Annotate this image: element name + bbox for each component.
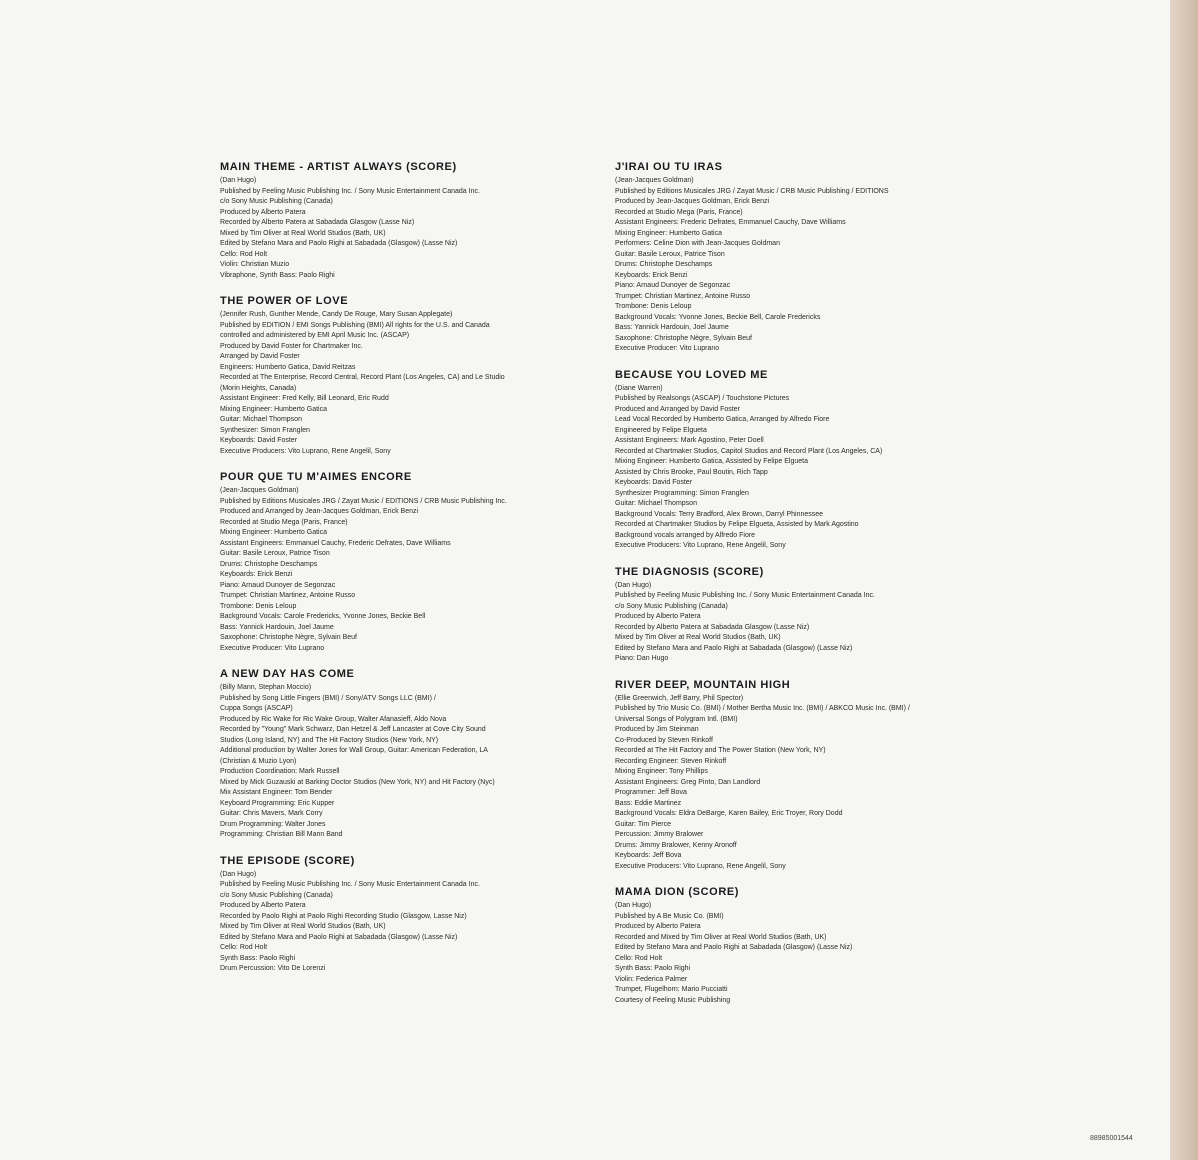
credit-line: Published by Feeling Music Publishing Inc. / Sony Music Entertainment Canada Inc.	[220, 187, 480, 195]
credit-line: Keyboards: Erick Benzi	[615, 271, 688, 279]
credit-line: Additional production by Walter Jones for Wall Group, Guitar: American Federation, LA	[220, 747, 488, 754]
credit-line: Guitar: Basile Leroux, Patrice Tison	[615, 250, 725, 258]
credit-line: Edited by Stefano Mara and Paolo Righi at Sabadada (Glasgow) (Lasse Niz)	[615, 944, 853, 951]
left-column	[220, 161, 590, 989]
credit-line: Recorded at The Hit Factory and The Power Station (New York, NY)	[615, 747, 826, 754]
credit-line: Cello: Rod Holt	[220, 250, 268, 258]
credit-line: Bass: Eddie Martinez	[615, 799, 682, 807]
credit-line: Drum Percussion: Vito De Lorenzi	[220, 965, 326, 972]
credit-line: Piano: Arnaud Dunoyer de Segonzac	[220, 581, 336, 589]
credit-line: Synth Bass: Paolo Righi	[220, 954, 296, 962]
credit-line: (Billy Mann, Stephan Moccio)	[220, 684, 312, 691]
credit-line: Produced by Jean-Jacques Goldman, Erick Benzi	[615, 198, 770, 205]
credit-line: Edited by Stefano Mara and Paolo Righi at Sabadada (Glasgow) (Lasse Niz)	[615, 644, 853, 652]
credit-line: Mixing Engineer: Humberto Gatica	[220, 405, 327, 413]
song-title: A NEW DAY HAS COME	[220, 668, 355, 680]
credit-line: Assistant Engineers: Frederic Defrates, Emmanuel Cauchy, Dave Williams	[615, 219, 846, 226]
credit-line: Engineers: Humberto Gatica, David Reitzas	[220, 363, 356, 371]
credit-line: Engineered by Felipe Elgueta	[615, 426, 707, 434]
credit-line: Recorded by "Young" Mark Schwarz, Dan Hetzel & Jeff Lancaster at Cove City Sound	[220, 726, 486, 733]
credit-line: Assistant Engineers: Greg Pinto, Dan Landlord	[615, 778, 761, 786]
credit-line: Produced by David Foster for Chartmaker Inc.	[220, 342, 363, 350]
credit-line: Published by Realsongs (ASCAP) / Touchstone Pictures	[615, 395, 790, 402]
credit-line: Piano: Arnaud Dunoyer de Segonzac	[615, 282, 731, 289]
credit-line: Violin: Christian Muzio	[220, 261, 290, 268]
credit-line: Produced by Alberto Patera	[220, 208, 306, 216]
credit-line: Assistant Engineer: Fred Kelly, Bill Leonard, Eric Rudd	[220, 395, 389, 402]
credit-line: Published by Song Little Fingers (BMI) / Sony/ATV Songs LLC (BMI) /	[220, 694, 436, 702]
credit-line: Saxophone: Christophe Nègre, Sylvain Beuf	[615, 334, 752, 342]
credit-line: Published by Editions Musicales JRG / Zayat Music / CRB Music Publishing / EDITIONS	[615, 187, 889, 195]
song-credit-block	[615, 369, 985, 552]
credit-line: Keyboards: David Foster	[220, 437, 298, 444]
credit-line: Drum Programming: Walter Jones	[220, 820, 326, 828]
credit-line: (Ellie Greenwich, Jeff Barry, Phil Spector)	[615, 694, 744, 702]
credit-line: Produced and Arranged by David Foster	[615, 405, 740, 413]
credit-line: c/o Sony Music Publishing (Canada)	[220, 198, 333, 205]
credit-line: Mixed by Tim Oliver at Real World Studios (Bath, UK)	[220, 923, 386, 930]
catalog-code: 88985001544	[1090, 1135, 1133, 1142]
credit-line: Mixing Engineer: Tony Phillips	[615, 768, 708, 775]
credit-line: Mix Assistant Engineer: Tom Bender	[220, 789, 333, 796]
credit-line: Executive Producer: Vito Luprano	[220, 644, 325, 652]
credit-line: Guitar: Michael Thompson	[220, 416, 302, 423]
song-credit-block	[220, 855, 590, 975]
credit-line: Programming: Christian Bill Mann Band	[220, 831, 343, 838]
credit-line: Synth Bass: Paolo Righi	[615, 965, 691, 972]
credit-line: Recorded by Alberto Patera at Sabadada Glasgow (Lasse Niz)	[220, 219, 415, 226]
credit-line: Keyboards: David Foster	[615, 479, 693, 486]
credit-line: (Jean-Jacques Goldman)	[220, 487, 299, 494]
credit-line: (Dan Hugo)	[615, 902, 652, 909]
credit-line: Courtesy of Feeling Music Publishing	[615, 996, 731, 1004]
credit-line: Edited by Stefano Mara and Paolo Righi at Sabadada (Glasgow) (Lasse Niz)	[220, 933, 458, 941]
song-credit-block	[615, 566, 985, 665]
credit-line: c/o Sony Music Publishing (Canada)	[615, 602, 728, 610]
credit-line: Published by Feeling Music Publishing Inc. / Sony Music Entertainment Canada Inc.	[615, 592, 875, 599]
credit-line: (Christian & Muzio Lyon)	[220, 757, 297, 765]
credit-line: controlled and administered by EMI April Music Inc. (ASCAP)	[220, 332, 410, 339]
sleeve-edge	[1170, 0, 1198, 1160]
song-credit-block	[220, 471, 590, 654]
credit-line: Recorded by Paolo Righi at Paolo Righi Recording Studio (Glasgow, Lasse Niz)	[220, 912, 467, 920]
credit-line: Guitar: Tim Pierce	[615, 820, 672, 828]
credit-line: Published by A Be Music Co. (BMI)	[615, 912, 724, 920]
credit-line: Recorded at The Enterprise, Record Central, Record Plant (Los Angeles, CA) and Le Studio	[220, 374, 505, 381]
credit-line: Assistant Engineers: Emmanuel Cauchy, Frederic Defrates, Dave Williams	[220, 539, 451, 547]
credit-line: Studios (Long Island, NY) and The Hit Factory Studios (New York, NY)	[220, 736, 439, 744]
credit-line: Lead Vocal Recorded by Humberto Gatica, Arranged by Alfredo Fiore	[615, 416, 830, 423]
credit-line: Mixing Engineer: Humberto Gatica	[615, 229, 722, 237]
song-title: RIVER DEEP, MOUNTAIN HIGH	[615, 678, 791, 691]
song-title: MAMA DION (SCORE)	[615, 886, 740, 898]
credit-line: Produced by Ric Wake for Ric Wake Group, Walter Afanasieff, Aldo Nova	[220, 715, 447, 723]
song-credit-block	[220, 161, 590, 281]
credit-line: Produced by Jim Steinman	[615, 726, 699, 733]
credit-line: (Dan Hugo)	[220, 870, 257, 878]
credit-line: Recorded at Chartmaker Studios, Capitol Studios and Record Plant (Los Angeles, CA)	[615, 447, 883, 455]
credit-line: Drums: Christophe Deschamps	[615, 261, 713, 268]
credit-line: Produced by Alberto Patera	[615, 923, 701, 930]
credit-line: Arranged by David Foster	[220, 353, 300, 360]
credit-line: Trumpet: Christian Martinez, Antoine Russo	[220, 592, 356, 599]
song-credit-block	[220, 295, 590, 457]
credit-line: Produced by Alberto Patera	[615, 613, 701, 620]
credit-line: Drums: Jimmy Bralower, Kenny Aronoff	[615, 841, 737, 849]
credit-line: Published by Trio Music Co. (BMI) / Mother Bertha Music Inc. (BMI) / ABKCO Music Inc. (BMI) /	[615, 705, 910, 712]
credit-line: Guitar: Basile Leroux, Patrice Tison	[220, 550, 330, 557]
credit-line: Guitar: Chris Mavers, Mark Corry	[220, 810, 323, 817]
credit-line: Saxophone: Christophe Nègre, Sylvain Beuf	[220, 634, 357, 641]
credit-line: Trombone: Denis Leloup	[615, 303, 692, 310]
credit-line: Background Vocals: Yvonne Jones, Beckie Bell, Carole Fredericks	[615, 313, 821, 321]
credit-line: Synthesizer: Simon Franglen	[220, 426, 310, 434]
credit-line: Performers: Celine Dion with Jean-Jacques Goldman	[615, 240, 780, 247]
credit-line: (Dan Hugo)	[220, 177, 257, 184]
credit-line: Bass: Yannick Hardouin, Joel Jaume	[615, 324, 729, 331]
credit-line: Synthesizer Programming: Simon Franglen	[615, 489, 749, 497]
credit-line: Produced by Alberto Patera	[220, 902, 306, 909]
credit-line: Co-Produced by Steven Rinkoff	[615, 736, 713, 744]
credit-line: Recorded and Mixed by Tim Oliver at Real World Studios (Bath, UK)	[615, 933, 827, 941]
credit-line: Percussion: Jimmy Bralower	[615, 831, 704, 838]
credit-line: Mixing Engineer: Humberto Gatica	[220, 529, 327, 536]
credit-line: Vibraphone, Synth Bass: Paolo Righi	[220, 271, 335, 279]
song-title: J'IRAI OU TU IRAS	[615, 161, 723, 173]
credit-line: Trumpet, Flugelhorn: Mario Pucciatti	[615, 986, 728, 993]
credit-line: Executive Producers: Vito Luprano, Rene Angelil, Sony	[615, 542, 786, 549]
credit-line: Mixed by Tim Oliver at Real World Studios (Bath, UK)	[220, 229, 386, 237]
song-title: POUR QUE TU M'AIMES ENCORE	[220, 471, 412, 483]
song-credit-block	[615, 679, 985, 873]
credit-line: Drums: Christophe Deschamps	[220, 560, 318, 568]
credit-line: Recorded by Alberto Patera at Sabadada Glasgow (Lasse Niz)	[615, 623, 810, 631]
credit-line: Background Vocals: Terry Bradford, Alex Brown, Darryl Phinnessee	[615, 510, 824, 518]
credit-line: Bass: Yannick Hardouin, Joel Jaume	[220, 623, 334, 631]
song-credit-block	[615, 161, 985, 355]
credit-line: (Jennifer Rush, Gunther Mende, Candy De Rouge, Mary Susan Applegate)	[220, 311, 453, 318]
credit-line: Keyboards: Erick Benzi	[220, 571, 293, 578]
credit-line: Mixed by Mick Guzauski at Barking Doctor Studios (New York, NY) and Hit Factory (Nyc)	[220, 778, 495, 786]
credit-line: Cuppa Songs (ASCAP)	[220, 705, 293, 712]
credit-line: Executive Producer: Vito Luprano	[615, 345, 720, 352]
credit-line: Mixing Engineer: Humberto Gatica, Assisted by Felipe Elgueta	[615, 458, 808, 465]
credit-line: Recording Engineer: Steven Rinkoff	[615, 757, 727, 765]
credit-line: Assistant Engineers: Mark Agostino, Peter Doell	[615, 437, 764, 444]
credit-line: Edited by Stefano Mara and Paolo Righi at Sabadada (Glasgow) (Lasse Niz)	[220, 240, 458, 247]
credit-line: Published by EDITION / EMI Songs Publishing (BMI) All rights for the U.S. and Canada	[220, 321, 490, 329]
credit-line: Programmer: Jeff Bova	[615, 789, 687, 796]
credit-line: Background Vocals: Eldra DeBarge, Karen Bailey, Eric Troyer, Rory Dodd	[615, 810, 843, 817]
credit-line: Piano: Dan Hugo	[615, 655, 669, 662]
credit-line: (Morin Heights, Canada)	[220, 384, 297, 392]
song-credit-block	[220, 668, 590, 841]
credit-line: c/o Sony Music Publishing (Canada)	[220, 891, 333, 899]
credit-line: Assisted by Chris Brooke, Paul Boutin, Rich Tapp	[615, 468, 768, 476]
credit-line: Production Coordination: Mark Russell	[220, 768, 340, 775]
credit-line: (Dan Hugo)	[615, 581, 652, 589]
credit-line: Trumpet: Christian Martinez, Antoine Russo	[615, 292, 751, 300]
credit-line: Keyboard Programming: Eric Kupper	[220, 799, 335, 807]
credit-line: Guitar: Michael Thompson	[615, 500, 697, 507]
credit-line: Violin: Federica Palmer	[615, 975, 688, 983]
credit-line: Published by Feeling Music Publishing Inc. / Sony Music Entertainment Canada Inc.	[220, 881, 480, 888]
credit-line: Executive Producers: Vito Luprano, Rene Angelil, Sony	[220, 447, 391, 455]
credit-line: Cello: Rod Holt	[220, 944, 268, 951]
right-column	[615, 161, 985, 1020]
credit-line: Published by Editions Musicales JRG / Zayat Music / EDITIONS / CRB Music Publishing Inc.	[220, 497, 507, 505]
song-title: THE DIAGNOSIS (SCORE)	[615, 565, 764, 578]
song-title: BECAUSE YOU LOVED ME	[615, 368, 768, 381]
credit-line: Recorded at Chartmaker Studios by Felipe Elgueta, Assisted by Mark Agostino	[615, 521, 859, 528]
credit-line: Produced and Arranged by Jean-Jacques Goldman, Erick Benzi	[220, 508, 419, 515]
credit-line: Background vocals arranged by Alfredo Fiore	[615, 531, 756, 539]
song-title: THE POWER OF LOVE	[220, 295, 349, 307]
song-title: MAIN THEME - ARTIST ALWAYS (SCORE)	[220, 161, 457, 173]
credit-line: Trombone: Denis Leloup	[220, 602, 297, 610]
credit-line: Executive Producers: Vito Luprano, Rene Angelil, Sony	[615, 862, 786, 870]
credit-line: Universal Songs of Polygram Intl. (BMI)	[615, 715, 738, 723]
credit-line: (Jean-Jacques Goldman)	[615, 177, 694, 184]
credit-line: Keyboards: Jeff Bova	[615, 852, 682, 859]
credit-line: Background Vocals: Carole Fredericks, Yvonne Jones, Beckie Bell	[220, 613, 426, 620]
credit-line: (Diane Warren)	[615, 384, 663, 392]
credit-line: Mixed by Tim Oliver at Real World Studios (Bath, UK)	[615, 634, 781, 641]
credit-line: Recorded at Studio Mega (Paris, France)	[615, 208, 743, 216]
song-credit-block	[615, 886, 985, 1006]
credit-line: Recorded at Studio Mega (Paris, France)	[220, 518, 348, 526]
song-title: THE EPISODE (SCORE)	[220, 854, 355, 867]
credit-line: Cello: Rod Holt	[615, 954, 663, 962]
